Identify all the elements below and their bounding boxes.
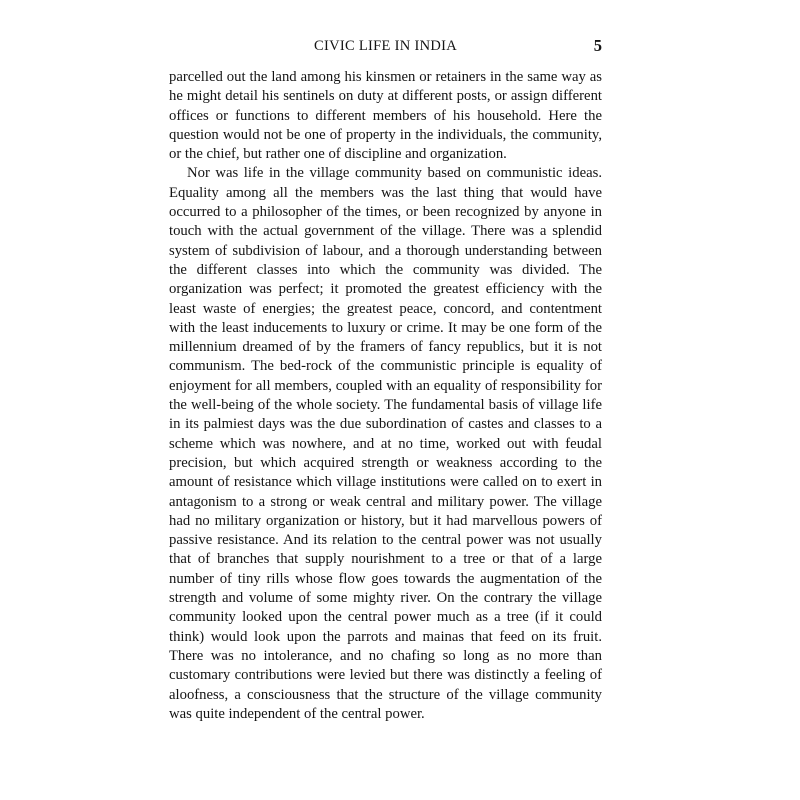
running-title: CIVIC LIFE IN INDIA [313,38,458,54]
paragraph-continued: parcelled out the land among his kinsmen or retainers in the same way as he might detail his sentinels on duty at different posts, or assign different offices or functions to different members of his household. Here the question would not be one of property in the individuals, the community, or the chief, but rather one of discipline and organization. [169,69,602,163]
page-number: 5 [593,36,602,55]
paragraph-village-community: Nor was life in the village community based on communistic ideas. Equality among all the members was the last thing that would have occurred to a philosopher of the times, or been recognized by anyone in touch with the actual government of the village. There was a splendid system of subdivision of labour, and a thorough understanding between the different classes into which the community was divided. The organization was perfect; it promoted the greatest efficiency with the least waste of energies; the greatest peace, concord, and contentment with the least inducements to luxury or crime. It may be one form of the millennium dreamed of by the framers of fancy republics, but it is not communism. The bed-rock of the communistic principle is equality of enjoyment for all members, coupled with an equality of responsibility for the well-being of the whole society. The fundamental basis of village life in its palmiest days was the due subordination of castes and classes to a scheme which was nowhere, and at no time, worked out with feudal precision, but which acquired strength or weakness according to the amount of resistance which village institutions were called on to exert in antagonism to a strong or weak central and military power. The village had no military organization or history, but it had marvellous powers of passive resistance. And its relation to the central power was not usually that of branches that supply nourishment to a tree or that of a large number of tiny rills whose flow goes towards the augmentation of the strength and volume of some mighty river. On the contrary the village community looked upon the central power much as a tree (if it could think) would look upon the parrots and mainas that feed on its fruit. There was no intolerance, and no chafing so long as no more than customary contributions were levied but there was distinctly a feeling of aloofness, a consciousness that the structure of the village community was quite independent of the central power. [169,165,602,722]
running-header [169,36,602,58]
body-text [169,68,602,724]
